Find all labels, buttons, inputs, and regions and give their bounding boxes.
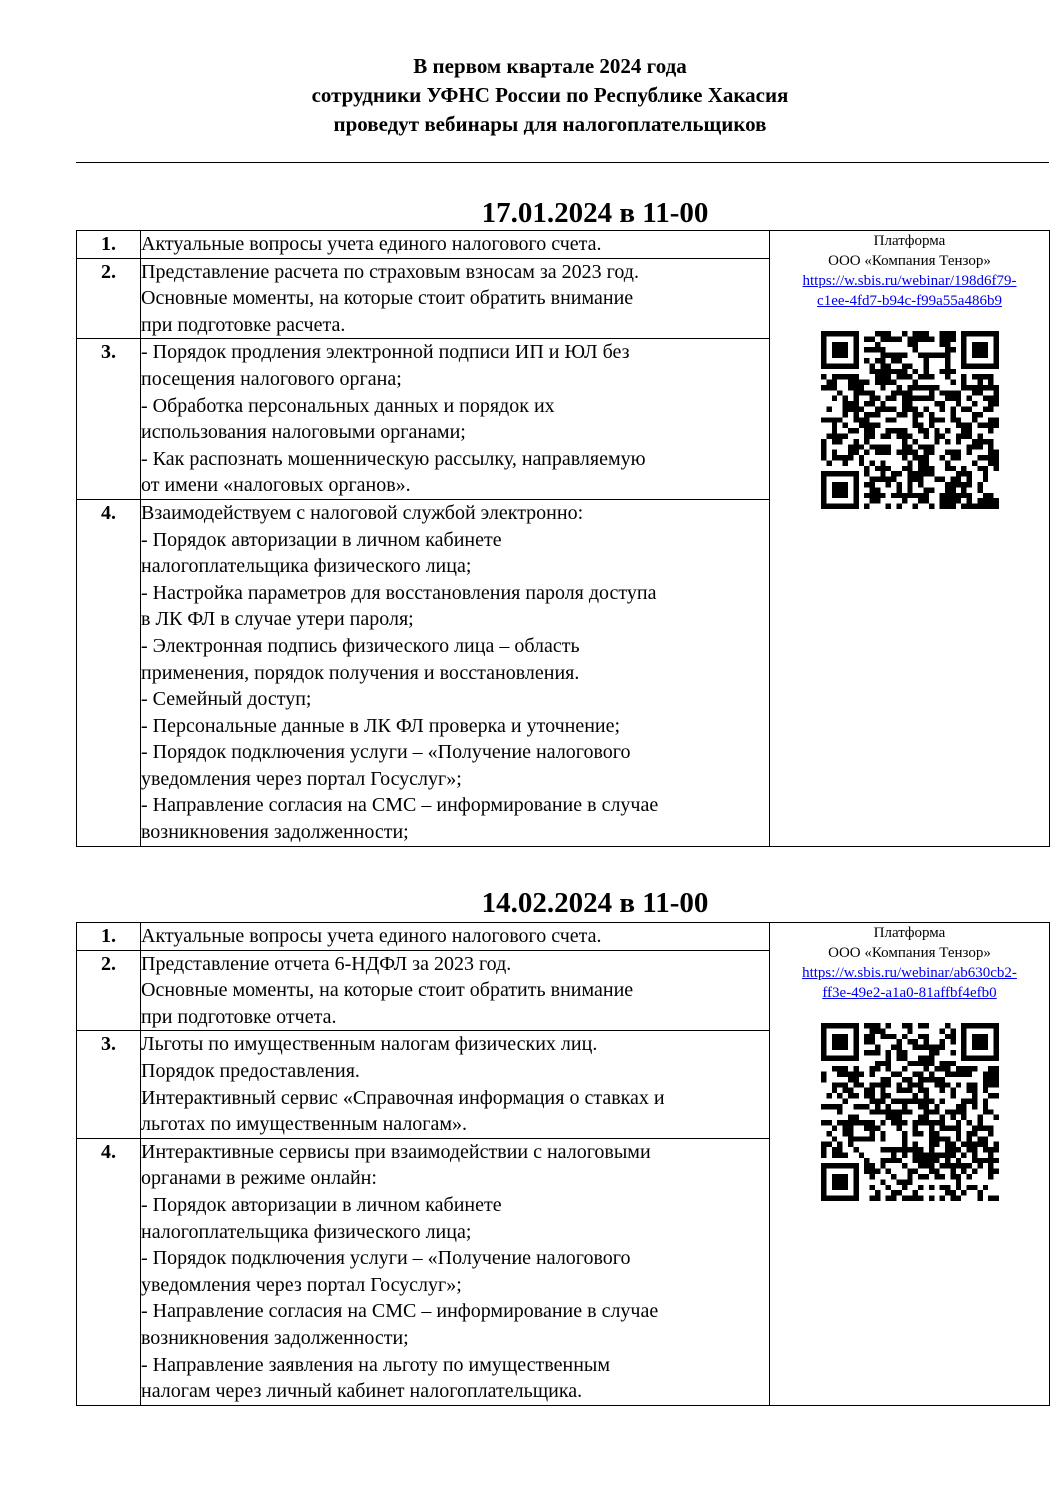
text-line: Актуальные вопросы учета единого налогового счета. [141, 925, 602, 947]
text-line: налогоплательщика физического лица; [141, 1220, 472, 1243]
title-line-2: сотрудники УФНС России по Республике Хакасия [311, 83, 789, 107]
text-line: Представление расчета по страховым взносам за 2023 год. [141, 260, 639, 283]
title-line-1: В первом квартале 2024 года [413, 54, 687, 78]
text-line: льготах по имущественным налогам». [141, 1113, 468, 1136]
item-text [141, 923, 770, 951]
item-text [141, 339, 770, 500]
item-number: 2. [77, 950, 141, 1031]
item-number: 1. [77, 231, 141, 259]
item-number: 3. [77, 1031, 141, 1138]
platform-info [770, 923, 1049, 1003]
text-line: от имени «налоговых органов». [141, 474, 411, 497]
item-number: 4. [77, 499, 141, 846]
text-line: - Персональные данные в ЛК ФЛ проверка и уточнение; [141, 714, 621, 737]
text-line: Основные моменты, на которые стоит обратить внимание [141, 287, 634, 310]
text-line: - Порядок продления электронной подписи ИП и ЮЛ без [141, 341, 630, 364]
text-line: - Как распознать мошенническую рассылку, направляемую [141, 447, 646, 470]
text-line: - Порядок авторизации в личном кабинете [141, 528, 502, 551]
text-line: применения, порядок получения и восстановления. [141, 661, 580, 684]
platform-company: ООО «Компания Тензор» [828, 945, 991, 961]
text-line: - Направление согласия на СМС – информирование в случае [141, 794, 659, 817]
text-line: уведомления через портал Госуслуг»; [141, 767, 462, 790]
link-line-1[interactable]: https://w.sbis.ru/webinar/198d6f79- [802, 273, 1017, 289]
link-line-2[interactable]: ff3e-49e2-a1a0-81affbf4efb0 [822, 985, 997, 1001]
text-line: - Порядок подключения услуги – «Получение налогового [141, 1247, 631, 1270]
text-line: Порядок предоставления. [141, 1059, 360, 1082]
document-title [0, 52, 1061, 139]
text-line: - Порядок подключения услуги – «Получение налогового [141, 741, 631, 764]
webinar-link[interactable] [802, 965, 1017, 1001]
platform-info [770, 231, 1049, 311]
webinar-2-table [76, 922, 1050, 1406]
text-line: Актуальные вопросы учета единого налогового счета. [141, 233, 602, 255]
item-text [141, 950, 770, 1031]
link-line-2[interactable]: c1ee-4fd7-b94c-f99a55a486b9 [817, 293, 1002, 309]
text-line: - Направление заявления на льготу по имущественным [141, 1353, 610, 1376]
text-line: уведомления через портал Госуслуг»; [141, 1273, 462, 1296]
text-line: - Порядок авторизации в личном кабинете [141, 1193, 502, 1216]
text-line: Интерактивные сервисы при взаимодействии с налоговыми [141, 1140, 651, 1163]
text-line: - Настройка параметров для восстановления пароля доступа [141, 581, 657, 604]
text-line: Интерактивный сервис «Справочная информация о ставках и [141, 1086, 665, 1109]
text-line: в ЛК ФЛ в случае утери пароля; [141, 608, 414, 631]
item-text [141, 258, 770, 339]
qr-code [821, 331, 999, 509]
text-line: - Направление согласия на СМС – информирование в случае [141, 1300, 659, 1323]
text-line: - Электронная подпись физического лица – область [141, 634, 580, 657]
webinar-1-table [76, 230, 1050, 847]
item-number: 3. [77, 339, 141, 500]
text-line: - Обработка персональных данных и порядок их [141, 394, 555, 417]
text-line: Представление отчета 6-НДФЛ за 2023 год. [141, 952, 512, 975]
text-line: налогам через личный кабинет налогоплательщика. [141, 1380, 583, 1403]
text-line: Льготы по имущественным налогам физических лиц. [141, 1033, 598, 1056]
text-line: налогоплательщика физического лица; [141, 555, 472, 578]
title-line-3: проведут вебинары для налогоплательщиков [333, 112, 767, 136]
item-text [141, 1138, 770, 1405]
text-line: при подготовке расчета. [141, 313, 346, 336]
title-divider [76, 162, 1049, 163]
table-row [77, 231, 1050, 259]
item-number: 2. [77, 258, 141, 339]
platform-company: ООО «Компания Тензор» [828, 253, 991, 269]
text-line: - Семейный доступ; [141, 688, 312, 711]
table-row [77, 923, 1050, 951]
text-line: использования налоговыми органами; [141, 421, 466, 444]
platform-label: Платформа [873, 233, 946, 249]
text-line: Взаимодействуем с налоговой службой электронно: [141, 501, 584, 524]
item-text [141, 1031, 770, 1138]
webinar-2-platform-cell [770, 923, 1050, 1406]
webinar-1-platform-cell [770, 231, 1050, 847]
text-line: посещения налогового органа; [141, 367, 402, 390]
item-number: 4. [77, 1138, 141, 1405]
text-line: Основные моменты, на которые стоит обратить внимание [141, 979, 634, 1002]
webinar-2-date: 14.02.2024 в 11-00 [481, 887, 709, 919]
platform-label: Платформа [873, 925, 946, 941]
webinar-1-date: 17.01.2024 в 11-00 [481, 197, 709, 229]
link-line-1[interactable]: https://w.sbis.ru/webinar/ab630cb2- [802, 965, 1017, 981]
item-text [141, 499, 770, 846]
item-number: 1. [77, 923, 141, 951]
text-line: возникновения задолженности; [141, 821, 409, 844]
text-line: при подготовке отчета. [141, 1005, 337, 1028]
item-text [141, 231, 770, 259]
text-line: возникновения задолженности; [141, 1326, 409, 1349]
text-line: органами в режиме онлайн: [141, 1167, 377, 1190]
qr-code [821, 1023, 999, 1201]
webinar-link[interactable] [802, 273, 1016, 309]
